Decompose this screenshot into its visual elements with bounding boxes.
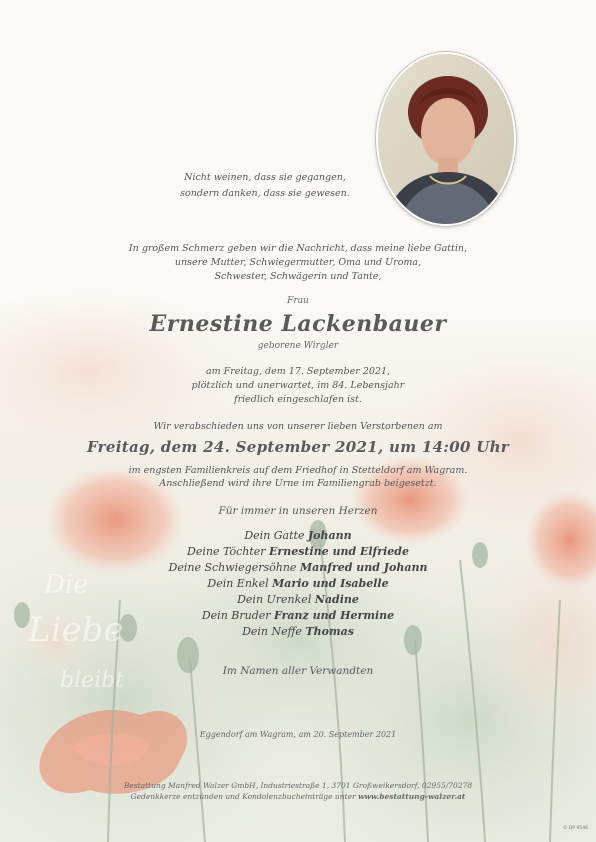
family-member [0, 560, 596, 576]
quote-line: Nicht weinen, dass sie gegangen, [184, 172, 346, 183]
cemetery-line: Anschließend wird ihre Urne im Familiengrab beigesetzt. [159, 478, 437, 489]
decorative-script-word: bleibt [60, 668, 125, 693]
death-notice [0, 365, 596, 407]
family-relation: Dein Urenkel [237, 593, 312, 606]
family-names: Manfred und Johann [299, 561, 428, 574]
family-relation: Dein Gatte [244, 529, 305, 542]
funeral-home-website-link[interactable]: www.bestattung-walzer.at [358, 792, 466, 801]
family-member [0, 528, 596, 544]
family-relation: Deine Töchter [187, 545, 266, 558]
funeral-date: Freitag, dem 24. September 2021, um 14:00 Uhr [86, 438, 509, 456]
family-member [0, 592, 596, 608]
cemetery-info [0, 464, 596, 490]
birth-name: geborene Wirgler [257, 341, 339, 351]
death-line: plötzlich und unerwartet, im 84. Lebensjahr [191, 380, 405, 391]
document-code: © DP 9546 [563, 826, 588, 831]
family-member [0, 624, 596, 640]
family-names: Mario und Isabelle [272, 577, 389, 590]
family-relation: Dein Enkel [207, 577, 269, 590]
cemetery-line: im engsten Familienkreis auf dem Friedhof in Stetteldorf am Wagram. [128, 465, 468, 476]
funeral-home-address: Bestattung Manfred Walzer GmbH, Industriestraße 1, 3701 Großweikersdorf, 02955/70278 [123, 781, 473, 790]
family-member [0, 544, 596, 560]
condolence-text: Gedenkkerze entzünden und Kondolenzbucheinträge unter [130, 792, 356, 801]
intro-line: Schwester, Schwägerin und Tante, [214, 271, 382, 282]
family-names: Franz und Hermine [274, 609, 395, 622]
intro-line: In großem Schmerz geben wir die Nachricht, dass meine liebe Gattin, [128, 243, 468, 254]
family-member [0, 608, 596, 624]
decorative-script-word: Die [44, 570, 89, 600]
announcement-intro [0, 242, 596, 284]
relatives-signoff: Im Namen aller Verwandten [222, 665, 374, 677]
intro-line: unsere Mutter, Schwiegermutter, Oma und Uroma, [174, 257, 422, 268]
quote-line: sondern danken, dass sie gewesen. [180, 188, 350, 199]
deceased-name: Ernestine Lackenbauer [149, 311, 447, 337]
memorial-quote [120, 170, 410, 202]
farewell-text: Wir verabschieden uns von unserer lieben Verstorbenen am [153, 421, 443, 432]
funeral-home-info [0, 780, 596, 802]
family-names: Nadine [314, 593, 359, 606]
place-and-date: Eggendorf am Wagram, am 20. September 2021 [199, 730, 397, 739]
death-line: friedlich eingeschlafen ist. [234, 394, 362, 405]
in-hearts-heading: Für immer in unseren Herzen [218, 505, 378, 517]
family-relation: Deine Schwiegersöhne [168, 561, 297, 574]
family-names: Thomas [305, 625, 354, 638]
family-list [0, 528, 596, 640]
decorative-script-word: Liebe [28, 610, 124, 650]
funeral-home-condolence [0, 791, 596, 802]
family-names: Johann [307, 529, 352, 542]
family-relation: Dein Neffe [242, 625, 302, 638]
family-names: Ernestine und Elfriede [269, 545, 409, 558]
family-member [0, 576, 596, 592]
deceased-title: Frau [287, 296, 309, 306]
family-relation: Dein Bruder [201, 609, 271, 622]
death-line: am Freitag, dem 17. September 2021, [205, 366, 391, 377]
